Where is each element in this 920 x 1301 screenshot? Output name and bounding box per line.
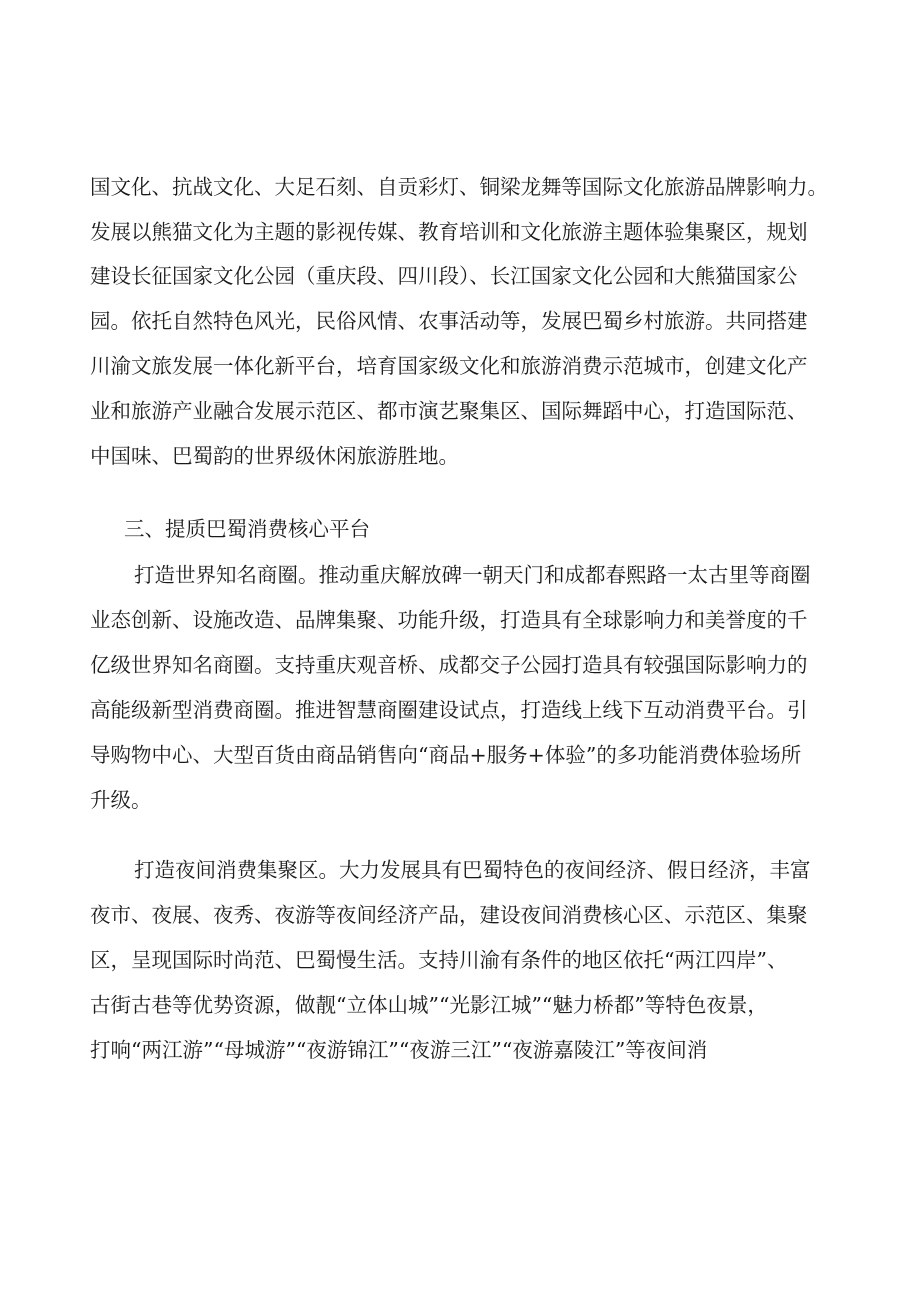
paragraph-1-line-5: 川渝文旅发展一体化新平台，培育国家级文化和旅游消费示范城市，创建文化产 bbox=[90, 354, 808, 378]
paragraph-2-line-5: 导购物中心、大型百货由商品销售向“商品+服务+体验”的多功能消费体验场所 bbox=[90, 743, 802, 767]
paragraph-3-line-1: 打造夜间消费集聚区。大力发展具有巴蜀特色的夜间经济、假日经济，丰富 bbox=[134, 858, 811, 882]
paragraph-1-line-2: 发展以熊猫文化为主题的影视传媒、教育培训和文化旅游主题体验集聚区，规划 bbox=[90, 220, 808, 244]
paragraph-2-line-1: 打造世界知名商圈。推动重庆解放碑一朝天门和成都春熙路一太古里等商圈 bbox=[134, 563, 811, 587]
paragraph-2-line-6: 升级。 bbox=[90, 788, 152, 812]
paragraph-3-line-3: 区，呈现国际时尚范、巴蜀慢生活。支持川渝有条件的地区依托“两江四岸”、 bbox=[90, 948, 788, 972]
paragraph-3-line-2: 夜市、夜展、夜秀、夜游等夜间经济产品，建设夜间消费核心区、示范区、集聚 bbox=[90, 903, 808, 927]
paragraph-2-line-2: 业态创新、设施改造、品牌集聚、功能升级，打造具有全球影响力和美誉度的千 bbox=[90, 608, 808, 632]
paragraph-1-line-7: 中国味、巴蜀韵的世界级休闲旅游胜地。 bbox=[90, 444, 459, 468]
paragraph-1-line-1: 国文化、抗战文化、大足石刻、自贡彩灯、铜梁龙舞等国际文化旅游品牌影响力。 bbox=[90, 175, 828, 199]
paragraph-3-line-5: 打响“两江游”“母城游”“夜游锦江”“夜游三江”“夜游嘉陵江”等夜间消 bbox=[90, 1038, 708, 1062]
paragraph-3-line-4: 古街古巷等优势资源，做靓“立体山城”“光影江城”“魅力桥都”等特色夜景， bbox=[90, 993, 768, 1017]
paragraph-2-line-3: 亿级世界知名商圈。支持重庆观音桥、成都交子公园打造具有较强国际影响力的 bbox=[90, 653, 808, 677]
paragraph-1-line-3: 建设长征国家文化公园（重庆段、四川段）、长江国家文化公园和大熊猫国家公 bbox=[90, 264, 798, 288]
section-heading: 三、提质巴蜀消费核心平台 bbox=[124, 517, 370, 541]
paragraph-2-line-4: 高能级新型消费商圈。推进智慧商圈建设试点，打造线上线下互动消费平台。引 bbox=[90, 698, 808, 722]
paragraph-1-line-6: 业和旅游产业融合发展示范区、都市演艺聚集区、国际舞蹈中心，打造国际范、 bbox=[90, 399, 808, 423]
paragraph-1-line-4: 园。依托自然特色风光，民俗风情、农事活动等，发展巴蜀乡村旅游。共同搭建 bbox=[90, 309, 808, 333]
